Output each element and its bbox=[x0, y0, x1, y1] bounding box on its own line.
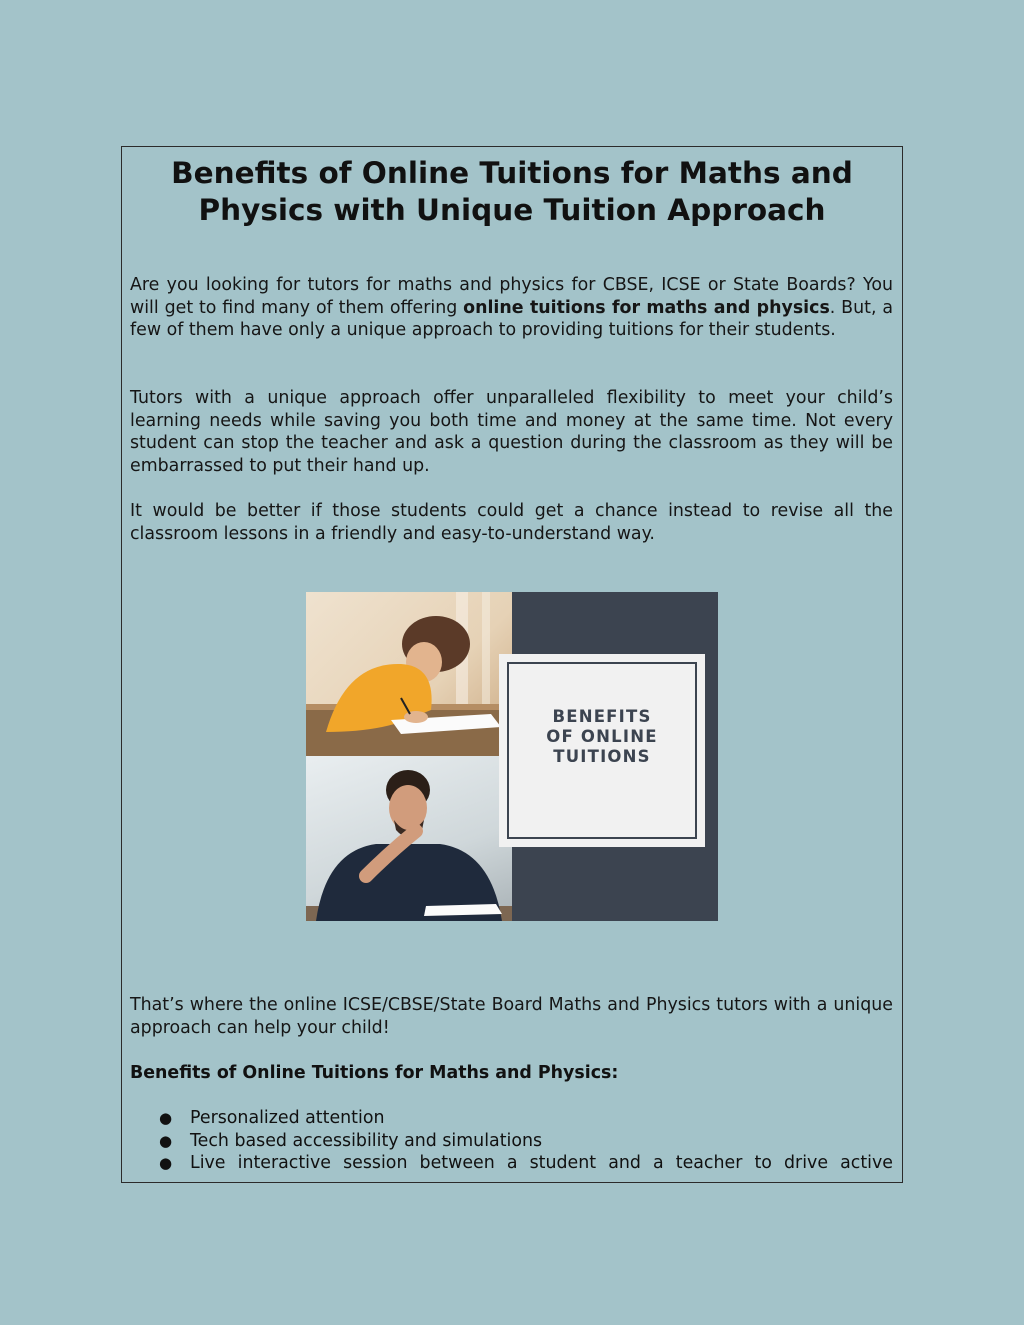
list-item-text: Live interactive session between a student and a teacher to drive active bbox=[190, 1153, 893, 1174]
document-page bbox=[121, 146, 903, 1183]
bullet-icon: ● bbox=[159, 1109, 173, 1127]
benefits-card bbox=[499, 654, 705, 847]
intro-text-end: . But, a few of them have only a unique approach to providing tuitions for their students. bbox=[130, 297, 893, 341]
benefits-heading: Benefits of Online Tuitions for Maths and Physics: bbox=[130, 1063, 619, 1083]
page-title: Benefits of Online Tuitions for Maths and Physics with Unique Tuition Approach bbox=[171, 156, 853, 227]
tutor-thinking-photo bbox=[306, 756, 512, 921]
list-item bbox=[130, 1152, 893, 1175]
list-item-text: Tech based accessibility and simulations bbox=[190, 1130, 543, 1151]
list-item bbox=[130, 1130, 893, 1153]
list-item-text: Personalized attention bbox=[190, 1108, 385, 1128]
tutors-help-paragraph: That’s where the online ICSE/CBSE/State Board Maths and Physics tutors with a unique approach can help your child! bbox=[130, 995, 893, 1038]
intro-text-start: Are you looking for tutors for maths and physics for CBSE, ICSE or State Boards? You will get to find many of them offering bbox=[130, 275, 893, 318]
benefits-list bbox=[130, 1107, 893, 1175]
list-item bbox=[130, 1107, 893, 1130]
student-writing-photo bbox=[306, 592, 512, 756]
benefits-card-text: BENEFITS OF ONLINE TUITIONS bbox=[546, 706, 658, 766]
bullet-icon: ● bbox=[159, 1131, 173, 1150]
bullet-icon: ● bbox=[159, 1154, 173, 1173]
revise-paragraph: It would be better if those students could get a chance instead to revise all the classroom lessons in a friendly and easy-to-understand way. bbox=[130, 501, 893, 544]
benefits-promo-image bbox=[306, 592, 718, 921]
flexibility-paragraph: Tutors with a unique approach offer unparalleled flexibility to meet your child’s learning needs while saving you both time and money at the same time. Not every student can stop the teacher and ask a question during the classroom as they will be embarrassed to put their hand up. bbox=[130, 388, 893, 476]
intro-paragraph bbox=[130, 274, 893, 342]
intro-bold-link-text: online tuitions for maths and physics bbox=[463, 297, 830, 318]
benefits-card-frame bbox=[507, 662, 697, 839]
